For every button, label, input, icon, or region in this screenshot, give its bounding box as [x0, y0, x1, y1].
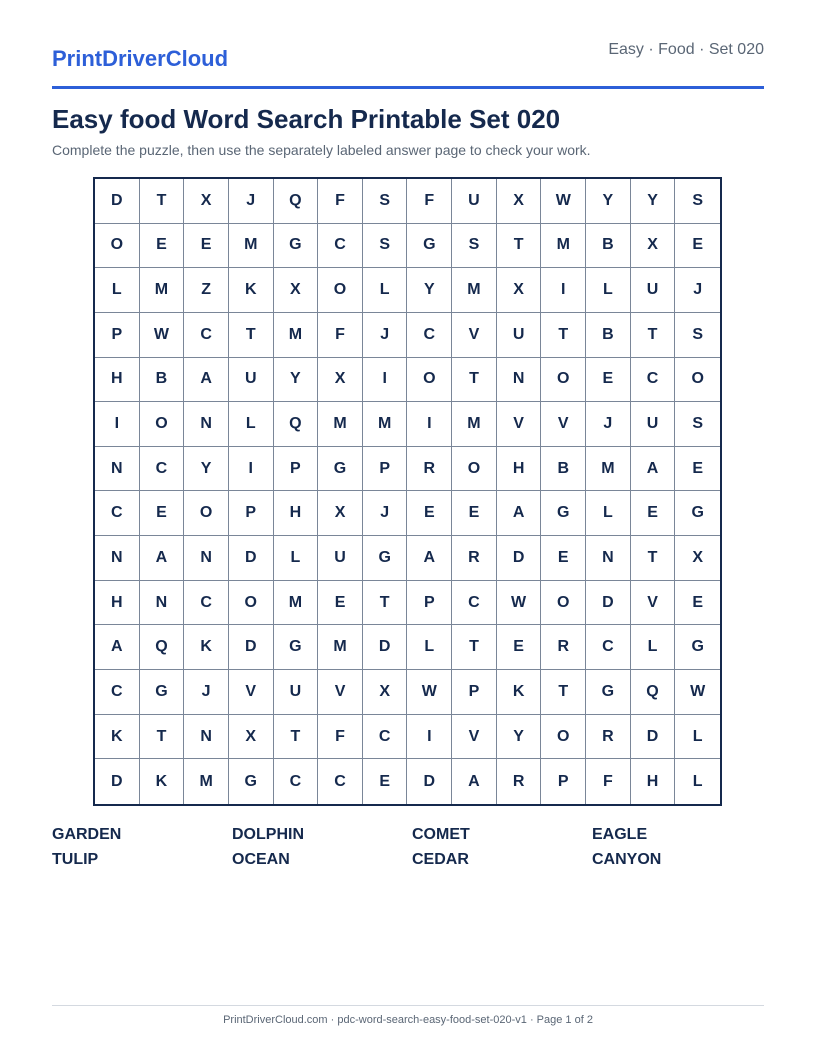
grid-cell: D [229, 625, 274, 670]
word-list-item: GARDEN [52, 826, 122, 843]
grid-cell: T [140, 179, 185, 224]
grid-cell: C [184, 313, 229, 358]
grid-cell: G [675, 625, 720, 670]
grid-cell: P [274, 447, 319, 492]
grid-cell: G [407, 224, 452, 269]
grid-cell: A [407, 536, 452, 581]
grid-cell: W [140, 313, 185, 358]
grid-cell: E [675, 224, 720, 269]
grid-cell: K [95, 715, 140, 760]
grid-cell: K [229, 268, 274, 313]
page-title: Easy food Word Search Printable Set 020 [52, 104, 561, 134]
grid-cell: F [586, 759, 631, 804]
grid-cell: C [140, 447, 185, 492]
grid-cell: G [140, 670, 185, 715]
grid-cell: G [675, 491, 720, 536]
grid-cell: T [497, 224, 542, 269]
grid-cell: L [586, 491, 631, 536]
grid-cell: V [229, 670, 274, 715]
grid-cell: O [407, 358, 452, 403]
grid-cell: Q [274, 179, 319, 224]
grid-cell: U [318, 536, 363, 581]
grid-cell: T [541, 670, 586, 715]
grid-cell: I [407, 402, 452, 447]
grid-cell: F [318, 179, 363, 224]
word-list-item: OCEAN [232, 851, 290, 868]
grid-cell: Q [140, 625, 185, 670]
word-list-item: EAGLE [592, 826, 648, 843]
grid-cell: N [95, 447, 140, 492]
brand-logo[interactable]: PrintDriverCloud [52, 46, 229, 71]
grid-cell: C [363, 715, 408, 760]
grid-cell: S [363, 179, 408, 224]
grid-cell: P [363, 447, 408, 492]
grid-cell: G [318, 447, 363, 492]
grid-cell: R [452, 536, 497, 581]
grid-cell: X [229, 715, 274, 760]
grid-cell: G [586, 670, 631, 715]
grid-cell: G [274, 224, 319, 269]
word-list-item: CEDAR [412, 851, 469, 868]
grid-cell: E [497, 625, 542, 670]
grid-cell: M [586, 447, 631, 492]
grid-cell: M [184, 759, 229, 804]
grid-cell: F [318, 313, 363, 358]
grid-cell: D [497, 536, 542, 581]
grid-cell: J [363, 491, 408, 536]
grid-cell: B [586, 313, 631, 358]
grid-cell: D [631, 715, 676, 760]
grid-cell: A [452, 759, 497, 804]
grid-cell: X [497, 268, 542, 313]
grid-cell: T [140, 715, 185, 760]
grid-cell: O [541, 358, 586, 403]
grid-cell: P [95, 313, 140, 358]
grid-cell: L [586, 268, 631, 313]
grid-cell: U [452, 179, 497, 224]
grid-cell: U [631, 402, 676, 447]
grid-cell: H [497, 447, 542, 492]
page-footer: PrintDriverCloud.com · pdc-word-search-easy-food-set-020-v1 · Page 1 of 2 [223, 1014, 593, 1026]
grid-cell: Q [631, 670, 676, 715]
grid-cell: O [541, 715, 586, 760]
grid-cell: E [675, 581, 720, 626]
grid-cell: L [631, 625, 676, 670]
grid-cell: M [318, 625, 363, 670]
grid-cell: X [318, 491, 363, 536]
grid-cell: T [274, 715, 319, 760]
grid-cell: U [631, 268, 676, 313]
grid-cell: I [95, 402, 140, 447]
grid-cell: P [407, 581, 452, 626]
grid-cell: W [407, 670, 452, 715]
grid-cell: Y [631, 179, 676, 224]
grid-cell: X [363, 670, 408, 715]
grid-cell: H [95, 581, 140, 626]
grid-cell: V [541, 402, 586, 447]
grid-cell: N [95, 536, 140, 581]
grid-cell: K [140, 759, 185, 804]
grid-cell: H [274, 491, 319, 536]
grid-cell: O [229, 581, 274, 626]
grid-cell: M [274, 313, 319, 358]
printable-page [52, 0, 764, 1056]
word-list-item: COMET [412, 826, 470, 843]
grid-cell: O [95, 224, 140, 269]
grid-cell: A [184, 358, 229, 403]
grid-cell: Y [586, 179, 631, 224]
grid-cell: X [497, 179, 542, 224]
grid-cell: C [318, 759, 363, 804]
grid-cell: J [184, 670, 229, 715]
grid-cell: D [229, 536, 274, 581]
grid-cell: E [407, 491, 452, 536]
puzzle-meta: Easy · Food · Set 020 [608, 41, 764, 58]
grid-cell: N [586, 536, 631, 581]
grid-cell: C [407, 313, 452, 358]
grid-cell: M [541, 224, 586, 269]
page-header [52, 38, 764, 89]
grid-cell: A [631, 447, 676, 492]
grid-cell: N [184, 715, 229, 760]
grid-cell: K [497, 670, 542, 715]
page-subtitle: Complete the puzzle, then use the separately labeled answer page to check your work. [52, 142, 591, 158]
grid-cell: T [541, 313, 586, 358]
grid-cell: Q [274, 402, 319, 447]
grid-cell: E [675, 447, 720, 492]
grid-cell: S [675, 179, 720, 224]
grid-cell: N [184, 536, 229, 581]
grid-cell: N [497, 358, 542, 403]
grid-cell: U [274, 670, 319, 715]
grid-cell: O [140, 402, 185, 447]
grid-cell: M [318, 402, 363, 447]
grid-cell: V [318, 670, 363, 715]
grid-cell: X [274, 268, 319, 313]
grid-cell: M [452, 402, 497, 447]
grid-cell: E [318, 581, 363, 626]
grid-cell: E [140, 491, 185, 536]
grid-cell: T [452, 625, 497, 670]
grid-cell: L [692, 772, 703, 790]
word-list-item: DOLPHIN [232, 826, 304, 843]
grid-cell: S [675, 402, 720, 447]
grid-cell: C [274, 759, 319, 804]
grid-cell: I [229, 447, 274, 492]
grid-cell: H [95, 358, 140, 403]
grid-cell: S [675, 313, 720, 358]
grid-cell: W [675, 670, 720, 715]
grid-cell: O [318, 268, 363, 313]
grid-cell: L [229, 402, 274, 447]
grid-cell: U [497, 313, 542, 358]
grid-cell: D [95, 179, 140, 224]
grid-cell: H [631, 759, 676, 804]
grid-cell: D [586, 581, 631, 626]
grid-cell: L [407, 625, 452, 670]
grid-cell: K [184, 625, 229, 670]
grid-cell: X [675, 536, 720, 581]
grid-cell: D [363, 625, 408, 670]
grid-cell: T [631, 313, 676, 358]
grid-cell: T [229, 313, 274, 358]
grid-cell: V [452, 715, 497, 760]
grid-cell: C [631, 358, 676, 403]
grid-cell: N [140, 581, 185, 626]
grid-cell: I [407, 715, 452, 760]
grid-cell: Y [407, 268, 452, 313]
grid-cell: X [318, 358, 363, 403]
footer-divider [52, 1005, 764, 1006]
grid-cell: B [541, 447, 586, 492]
grid-cell: R [497, 759, 542, 804]
grid-cell: V [497, 402, 542, 447]
grid-cell: X [631, 224, 676, 269]
grid-cell: E [140, 224, 185, 269]
grid-cell: T [452, 358, 497, 403]
word-search-grid [93, 177, 722, 806]
word-list-item: CANYON [592, 851, 662, 868]
grid-cell: B [586, 224, 631, 269]
grid-cell: C [318, 224, 363, 269]
word-list [52, 826, 764, 869]
grid-cell: P [452, 670, 497, 715]
grid-cell: R [586, 715, 631, 760]
grid-cell: J [229, 179, 274, 224]
grid-cell: M [140, 268, 185, 313]
word-list-item: TULIP [52, 851, 99, 868]
grid-cell: L [95, 268, 140, 313]
grid-cell: A [140, 536, 185, 581]
grid-cell: G [229, 759, 274, 804]
grid-cell: M [363, 402, 408, 447]
grid-cell: B [140, 358, 185, 403]
grid-cell: X [184, 179, 229, 224]
grid-cell: I [363, 358, 408, 403]
grid-cell: E [541, 536, 586, 581]
grid-cell: S [452, 224, 497, 269]
grid-cell: J [363, 313, 408, 358]
grid-cell: V [631, 581, 676, 626]
grid-cell: I [541, 268, 586, 313]
grid-cell: Y [274, 358, 319, 403]
grid-cell: F [407, 179, 452, 224]
grid-cell: O [675, 358, 720, 403]
grid-cell: E [586, 358, 631, 403]
grid-cell: G [541, 491, 586, 536]
grid-cell: R [541, 625, 586, 670]
grid-cell: R [407, 447, 452, 492]
grid-cell: G [363, 536, 408, 581]
grid-cell: A [497, 491, 542, 536]
grid-cell: M [274, 581, 319, 626]
grid-cell: E [452, 491, 497, 536]
grid-cell: A [95, 625, 140, 670]
grid-cell: C [586, 625, 631, 670]
grid-cell: S [363, 224, 408, 269]
grid-cell: C [184, 581, 229, 626]
grid-cell: O [452, 447, 497, 492]
grid-cell: T [363, 581, 408, 626]
grid-cell: W [497, 581, 542, 626]
grid-cell: F [318, 715, 363, 760]
grid-cell: L [675, 715, 720, 760]
grid-cell: O [541, 581, 586, 626]
grid-cell: M [452, 268, 497, 313]
grid-cell: T [631, 536, 676, 581]
grid-cell: E [363, 759, 408, 804]
grid-cell: W [541, 179, 586, 224]
grid-cell: M [229, 224, 274, 269]
grid-cell: P [229, 491, 274, 536]
grid-cell: G [274, 625, 319, 670]
grid-cell: L [274, 536, 319, 581]
grid-cell: U [229, 358, 274, 403]
grid-cell: Y [184, 447, 229, 492]
grid-cell: D [95, 759, 140, 804]
grid-cell: E [184, 224, 229, 269]
grid-cell: L [363, 268, 408, 313]
grid-cell: C [95, 670, 140, 715]
grid-cell: N [184, 402, 229, 447]
grid-cell: Z [184, 268, 229, 313]
grid-cell: J [675, 268, 720, 313]
grid-cell: V [452, 313, 497, 358]
grid-cell: Y [497, 715, 542, 760]
grid-cell: P [541, 759, 586, 804]
grid-cell: O [184, 491, 229, 536]
grid-cell: C [452, 581, 497, 626]
grid-cell: D [407, 759, 452, 804]
grid-cell: C [95, 491, 140, 536]
grid-cell: J [586, 402, 631, 447]
grid-cell: E [631, 491, 676, 536]
